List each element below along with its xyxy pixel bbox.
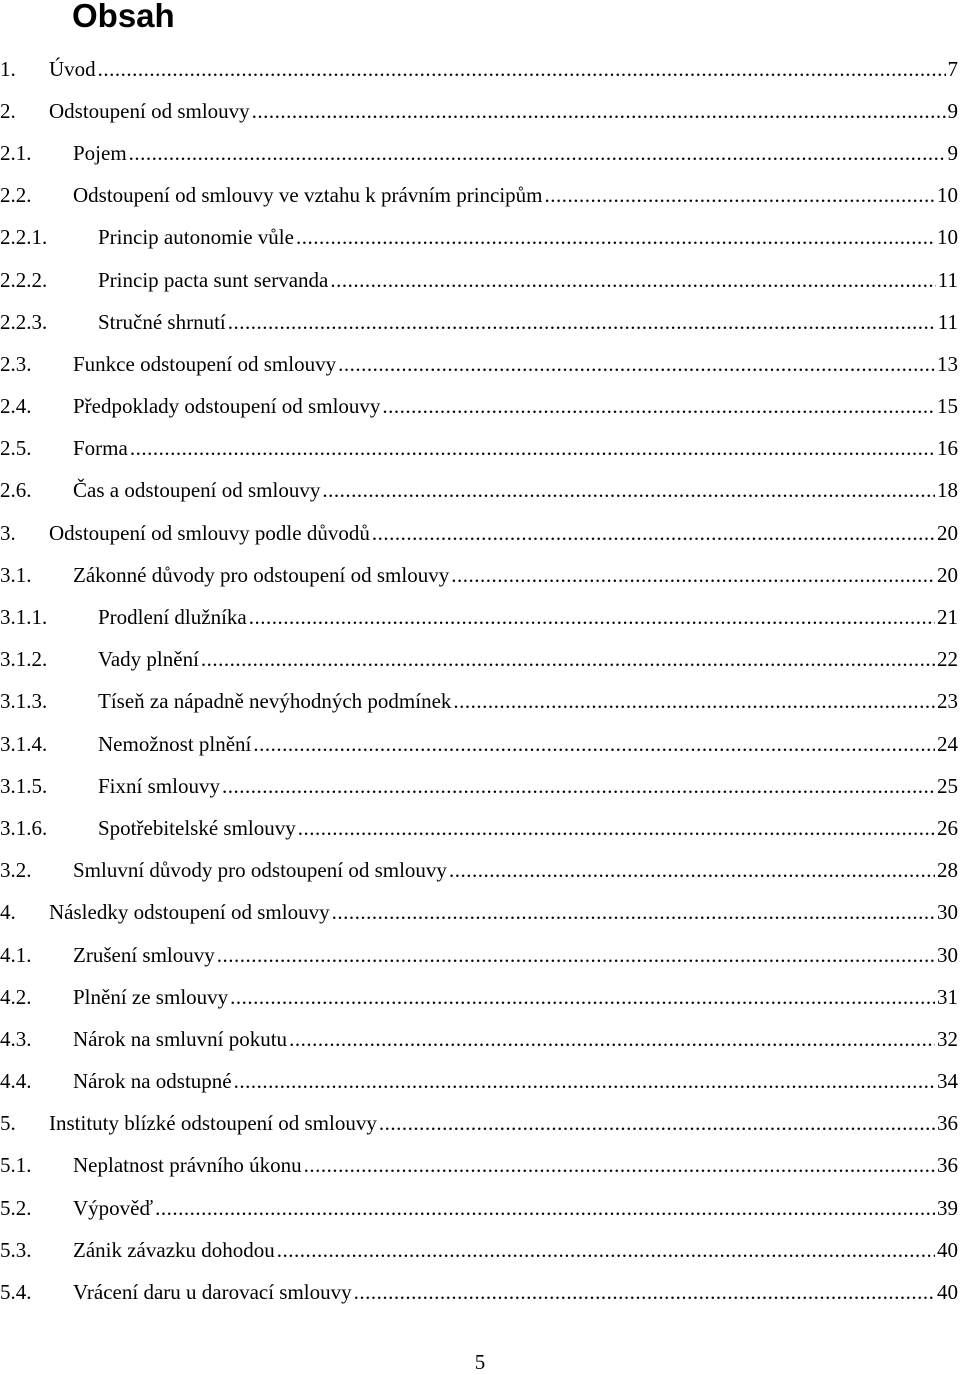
toc-entry-title: Spotřebitelské smlouvy (98, 815, 296, 840)
toc-entry-title: Vady plnění (98, 647, 199, 672)
toc-dot-leader (130, 436, 935, 461)
toc-dot-leader (289, 1027, 935, 1052)
toc-entry-page: 22 (937, 647, 958, 672)
toc-dot-leader (228, 310, 936, 335)
toc-dot-leader (338, 352, 935, 377)
toc-entry[interactable] (0, 639, 960, 681)
toc-entry[interactable] (0, 596, 960, 638)
toc-entry[interactable] (0, 386, 960, 428)
toc-dot-leader (332, 900, 935, 925)
toc-entry-page: 25 (937, 773, 958, 798)
toc-entry[interactable] (0, 1061, 960, 1103)
toc-entry-number: 2. (0, 98, 16, 123)
toc-entry-title: Plnění ze smlouvy (73, 984, 229, 1009)
toc-entry-page: 36 (937, 1153, 958, 1178)
toc-entry[interactable] (0, 892, 960, 934)
toc-dot-leader (98, 57, 946, 82)
toc-entry[interactable] (0, 470, 960, 512)
toc-entry-page: 10 (937, 225, 958, 250)
toc-entry-title: Smluvní důvody pro odstoupení od smlouvy (73, 858, 447, 883)
toc-entry-page: 24 (937, 731, 958, 756)
toc-entry-page: 15 (937, 394, 958, 419)
toc-entry-page: 21 (937, 605, 958, 630)
toc-entry-title: Zánik závazku dohodou (73, 1237, 275, 1262)
toc-entry-number: 5.4. (0, 1280, 32, 1305)
toc-dot-leader (304, 1153, 935, 1178)
toc-entry-number: 3. (0, 520, 16, 545)
toc-entry-page: 31 (937, 984, 958, 1009)
toc-dot-leader (129, 141, 946, 166)
toc-entry-page: 11 (937, 267, 958, 292)
toc-entry-title: Funkce odstoupení od smlouvy (73, 351, 337, 376)
toc-entry-number: 3.1.4. (0, 731, 48, 756)
toc-entry[interactable] (0, 765, 960, 807)
toc-entry[interactable] (0, 1018, 960, 1060)
toc-dot-leader (298, 816, 935, 841)
toc-entry-page: 23 (937, 689, 958, 714)
toc-entry-page: 20 (937, 562, 958, 587)
toc-entry[interactable] (0, 1103, 960, 1145)
toc-entry[interactable] (0, 217, 960, 259)
toc-entry[interactable] (0, 1229, 960, 1271)
toc-entry-page: 34 (937, 1069, 958, 1094)
toc-entry-title: Stručné shrnutí (98, 309, 226, 334)
toc-dot-leader (372, 521, 935, 546)
toc-entry-number: 4.3. (0, 1026, 32, 1051)
toc-entry[interactable] (0, 807, 960, 849)
toc-entry-number: 4. (0, 900, 16, 925)
toc-entry-title: Čas a odstoupení od smlouvy (73, 478, 321, 503)
toc-dot-leader (222, 774, 935, 799)
table-of-contents (0, 48, 960, 1314)
toc-entry[interactable] (0, 1187, 960, 1229)
toc-entry-number: 5.3. (0, 1237, 32, 1262)
toc-entry[interactable] (0, 1271, 960, 1313)
toc-entry-title: Nemožnost plnění (98, 731, 252, 756)
toc-entry[interactable] (0, 850, 960, 892)
toc-entry-number: 3.1.2. (0, 647, 48, 672)
toc-entry-title: Následky odstoupení od smlouvy (49, 900, 330, 925)
toc-entry-number: 4.2. (0, 984, 32, 1009)
toc-entry-number: 3.1.1. (0, 605, 48, 630)
toc-entry-title: Zrušení smlouvy (73, 942, 215, 967)
toc-dot-leader (253, 732, 935, 757)
toc-dot-leader (155, 1196, 935, 1221)
toc-entry-number: 2.3. (0, 351, 32, 376)
toc-entry[interactable] (0, 428, 960, 470)
toc-entry-title: Prodlení dlužníka (98, 605, 247, 630)
toc-entry-title: Neplatnost právního úkonu (73, 1153, 302, 1178)
toc-entry-title: Forma (73, 436, 128, 461)
toc-entry-title: Princip pacta sunt servanda (98, 267, 329, 292)
toc-entry[interactable] (0, 48, 960, 90)
toc-dot-leader (382, 394, 935, 419)
toc-dot-leader (322, 478, 935, 503)
toc-entry-title: Odstoupení od smlouvy ve vztahu k právním principům (73, 183, 543, 208)
toc-entry-page: 40 (937, 1280, 958, 1305)
toc-entry[interactable] (0, 554, 960, 596)
toc-dot-leader (252, 99, 946, 124)
toc-entry[interactable] (0, 723, 960, 765)
toc-entry-page: 16 (937, 436, 958, 461)
toc-dot-leader (230, 985, 935, 1010)
toc-entry-number: 3.1. (0, 562, 32, 587)
toc-entry-page: 9 (947, 140, 958, 165)
toc-dot-leader (217, 943, 935, 968)
toc-entry-title: Princip autonomie vůle (98, 225, 294, 250)
toc-entry-page: 32 (937, 1026, 958, 1051)
toc-entry-page: 28 (937, 858, 958, 883)
toc-entry-title: Vrácení daru u darovací smlouvy (73, 1280, 352, 1305)
toc-entry-title: Pojem (73, 140, 127, 165)
toc-entry-number: 2.5. (0, 436, 32, 461)
toc-entry-number: 2.2.1. (0, 225, 48, 250)
toc-entry-number: 5. (0, 1111, 16, 1136)
toc-entry-number: 3.1.6. (0, 815, 48, 840)
toc-entry-title: Nárok na odstupné (73, 1069, 232, 1094)
toc-dot-leader (449, 858, 935, 883)
toc-entry-number: 2.6. (0, 478, 32, 503)
toc-entry[interactable] (0, 343, 960, 385)
toc-entry-page: 39 (937, 1195, 958, 1220)
toc-entry[interactable] (0, 175, 960, 217)
toc-entry-number: 2.4. (0, 394, 32, 419)
page-title: Obsah (72, 0, 175, 34)
toc-dot-leader (451, 563, 935, 588)
toc-entry-page: 11 (937, 309, 958, 334)
toc-entry-number: 4.4. (0, 1069, 32, 1094)
toc-entry-page: 20 (937, 520, 958, 545)
toc-entry-number: 2.2. (0, 183, 32, 208)
toc-entry[interactable] (0, 512, 960, 554)
toc-entry-page: 26 (937, 815, 958, 840)
toc-entry-page: 40 (937, 1237, 958, 1262)
toc-entry-page: 18 (937, 478, 958, 503)
toc-entry[interactable] (0, 301, 960, 343)
toc-entry-page: 7 (947, 56, 958, 81)
toc-dot-leader (296, 225, 935, 250)
toc-entry-page: 9 (947, 98, 958, 123)
page-number: 5 (474, 1350, 486, 1374)
toc-entry-title: Úvod (49, 56, 96, 81)
toc-dot-leader (277, 1238, 935, 1263)
toc-entry-title: Nárok na smluvní pokutu (73, 1026, 288, 1051)
toc-entry[interactable] (0, 681, 960, 723)
toc-entry-number: 3.1.3. (0, 689, 48, 714)
toc-entry-title: Odstoupení od smlouvy podle důvodů (49, 520, 370, 545)
toc-entry-title: Fixní smlouvy (98, 773, 220, 798)
toc-entry-number: 5.1. (0, 1153, 32, 1178)
toc-entry-page: 10 (937, 183, 958, 208)
toc-entry-title: Výpověď (73, 1195, 154, 1220)
toc-entry-page: 36 (937, 1111, 958, 1136)
toc-entry[interactable] (0, 976, 960, 1018)
toc-entry-title: Tíseň za nápadně nevýhodných podmínek (98, 689, 452, 714)
toc-entry-number: 2.1. (0, 140, 32, 165)
toc-entry-number: 2.2.3. (0, 309, 48, 334)
toc-dot-leader (249, 605, 935, 630)
toc-entry-number: 2.2.2. (0, 267, 48, 292)
toc-dot-leader (330, 268, 935, 293)
toc-entry-number: 3.2. (0, 858, 32, 883)
toc-dot-leader (354, 1280, 935, 1305)
toc-dot-leader (453, 689, 935, 714)
toc-entry-title: Instituty blízké odstoupení od smlouvy (49, 1111, 377, 1136)
toc-entry[interactable] (0, 259, 960, 301)
toc-entry-title: Zákonné důvody pro odstoupení od smlouvy (73, 562, 450, 587)
toc-entry-number: 5.2. (0, 1195, 32, 1220)
toc-entry-title: Odstoupení od smlouvy (49, 98, 250, 123)
toc-entry[interactable] (0, 934, 960, 976)
toc-dot-leader (201, 647, 935, 672)
toc-entry-page: 13 (937, 351, 958, 376)
toc-dot-leader (545, 183, 935, 208)
toc-entry-number: 4.1. (0, 942, 32, 967)
toc-entry-number: 1. (0, 56, 16, 81)
toc-dot-leader (234, 1069, 935, 1094)
toc-entry-page: 30 (937, 900, 958, 925)
toc-entry[interactable] (0, 1145, 960, 1187)
toc-entry-number: 3.1.5. (0, 773, 48, 798)
toc-entry[interactable] (0, 90, 960, 132)
toc-entry-page: 30 (937, 942, 958, 967)
toc-entry[interactable] (0, 132, 960, 174)
toc-entry-title: Předpoklady odstoupení od smlouvy (73, 394, 381, 419)
toc-dot-leader (379, 1111, 935, 1136)
